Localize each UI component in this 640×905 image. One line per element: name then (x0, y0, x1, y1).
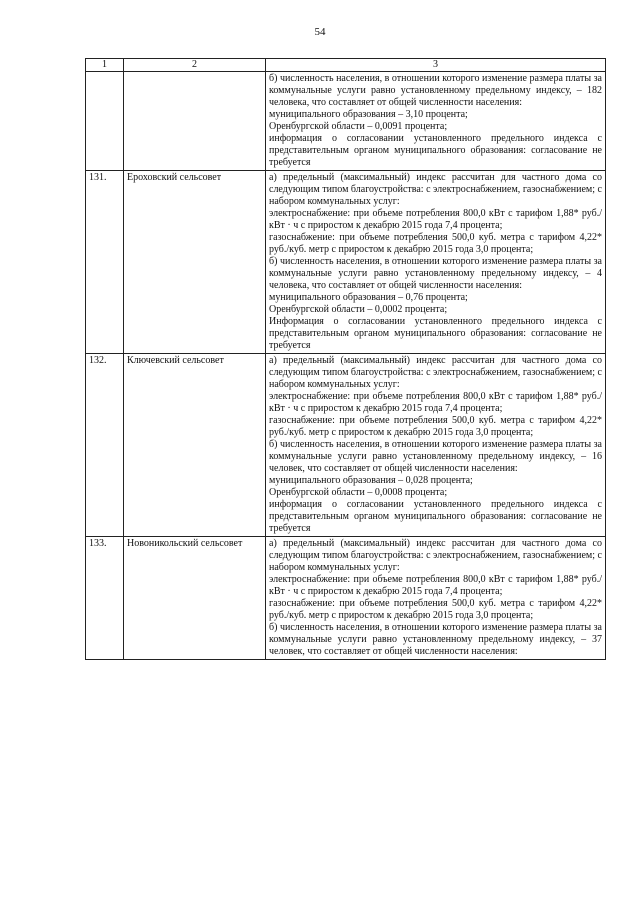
description-line: электроснабжение: при объеме потребления 800,0 кВт с тарифом 1,88* руб./кВт · ч с приростом к декабрю 2015 года 7,4 процента; (269, 574, 602, 597)
description-line: а) предельный (максимальный) индекс рассчитан для частного дома со следующим типом благоустройства: с электроснабжением, газоснабжением; с набором коммунальных услуг: (269, 172, 602, 207)
description-line: информация о согласовании установленного предельного индекса с представительным органом муниципального образования: согласование не требуется (269, 499, 602, 534)
description-line: газоснабжение: при объеме потребления 500,0 куб. метра с тарифом 4,22* руб./куб. метр с приростом к декабрю 2015 года 3,0 процента; (269, 598, 602, 621)
document-table (85, 58, 606, 660)
description-line: б) численность населения, в отношении которого изменение размера платы за коммунальные услуги равно установленному предельному индексу, – 4 человека, что составляет от общей численности населения: (269, 256, 602, 291)
description-line: а) предельный (максимальный) индекс рассчитан для частного дома со следующим типом благоустройства: с электроснабжением, газоснабжением; с набором коммунальных услуг: (269, 538, 602, 573)
page-number: 54 (314, 26, 326, 38)
municipality-name: Ключевский сельсовет (124, 354, 266, 537)
description-line: электроснабжение: при объеме потребления 800,0 кВт с тарифом 1,88* руб./кВт · ч с приростом к декабрю 2015 года 7,4 процента; (269, 391, 602, 414)
table-row (86, 537, 606, 660)
description-line: электроснабжение: при объеме потребления 800,0 кВт с тарифом 1,88* руб./кВт · ч с приростом к декабрю 2015 года 7,4 процента; (269, 208, 602, 231)
table-header-row (86, 59, 606, 72)
description-line: муниципального образования – 0,76 процента; (269, 292, 468, 303)
description-line: муниципального образования – 0,028 процента; (269, 475, 473, 486)
table-row (86, 72, 606, 171)
description-line: б) численность населения, в отношении которого изменение размера платы за коммунальные услуги равно установленному предельному индексу, – 37 человек, что составляет от общей численности населения: (269, 622, 602, 657)
description-line: Оренбургской области – 0,0002 процента; (269, 304, 448, 315)
description-line: информация о согласовании установленного предельного индекса с представительным органом муниципального образования: согласование не требуется (269, 133, 602, 168)
description-line: а) предельный (максимальный) индекс рассчитан для частного дома со следующим типом благоустройства: с электроснабжением, газоснабжением; с набором коммунальных услуг: (269, 355, 602, 390)
municipality-name (124, 72, 266, 171)
table-row (86, 171, 606, 354)
row-description (266, 72, 606, 171)
municipality-name: Ероховский сельсовет (124, 171, 266, 354)
column-header-1: 1 (86, 59, 124, 72)
row-description (266, 537, 606, 660)
description-line: муниципального образования – 3,10 процента; (269, 109, 468, 120)
column-header-3: 3 (266, 59, 606, 72)
description-line: Информация о согласовании установленного предельного индекса с представительным органом муниципального образования: согласование не требуется (269, 316, 602, 351)
row-number: 133. (86, 537, 124, 660)
row-number (86, 72, 124, 171)
row-description (266, 354, 606, 537)
description-line: газоснабжение: при объеме потребления 500,0 куб. метра с тарифом 4,22* руб./куб. метр с приростом к декабрю 2015 года 3,0 процента; (269, 232, 602, 255)
table-row (86, 354, 606, 537)
description-line: Оренбургской области – 0,0091 процента; (269, 121, 448, 132)
row-number: 132. (86, 354, 124, 537)
column-header-2: 2 (124, 59, 266, 72)
row-description (266, 171, 606, 354)
description-line: б) численность населения, в отношении которого изменение размера платы за коммунальные услуги равно установленному предельному индексу, – 182 человека, что составляет от общей численности населения: (269, 73, 602, 108)
description-line: б) численность населения, в отношении которого изменение размера платы за коммунальные услуги равно установленному предельному индексу, – 16 человек, что составляет от общей численности населения: (269, 439, 602, 474)
description-line: газоснабжение: при объеме потребления 500,0 куб. метра с тарифом 4,22* руб./куб. метр с приростом к декабрю 2015 года 3,0 процента; (269, 415, 602, 438)
description-line: Оренбургской области – 0,0008 процента; (269, 487, 448, 498)
row-number: 131. (86, 171, 124, 354)
municipality-name: Новоникольский сельсовет (124, 537, 266, 660)
